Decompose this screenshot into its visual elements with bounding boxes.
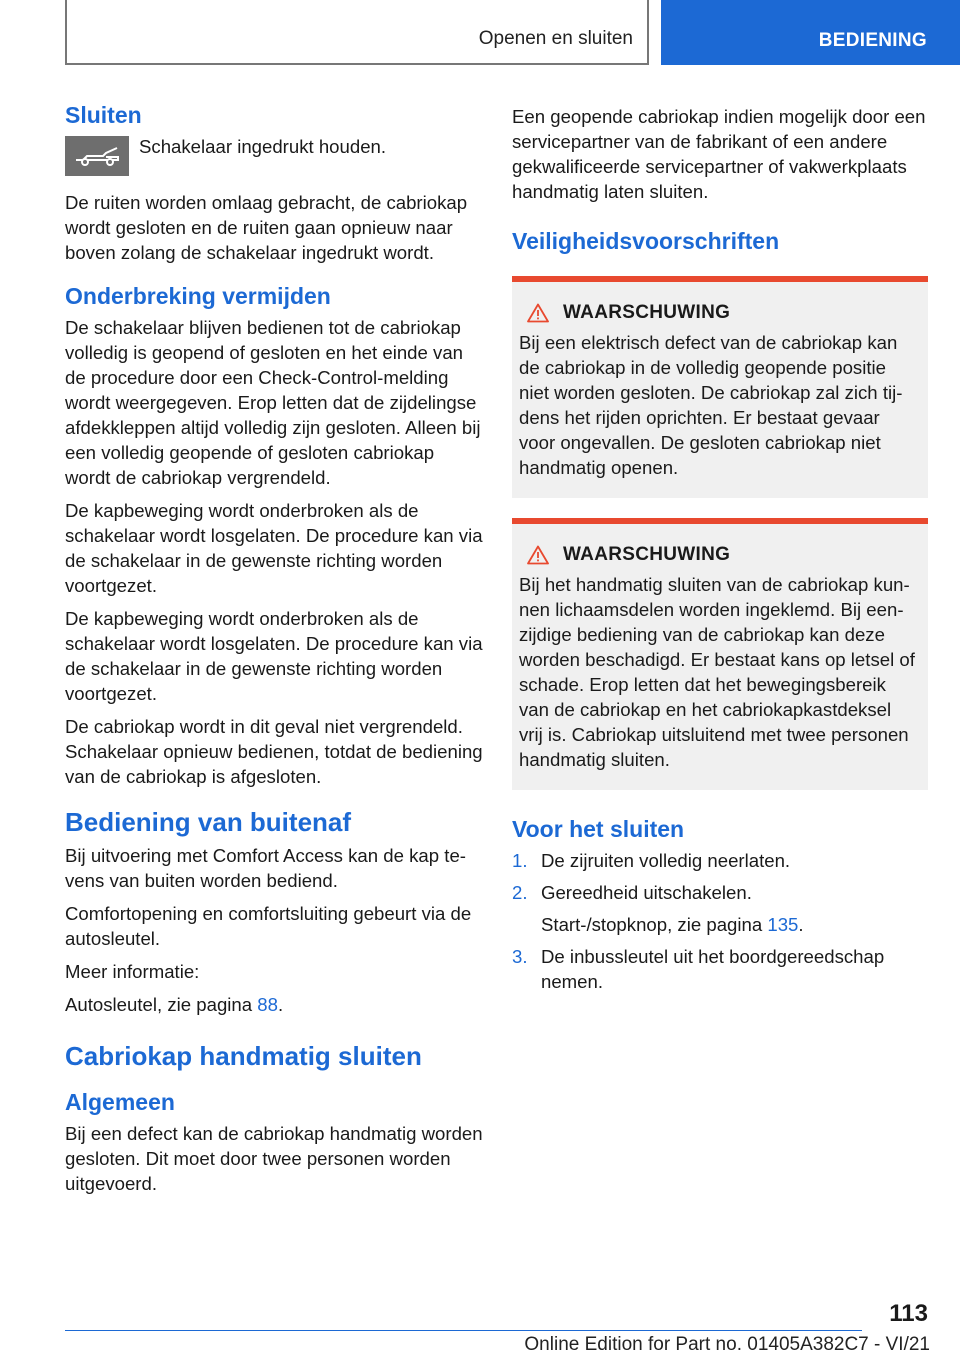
onderbreking-p4: De cabriokap wordt in dit geval niet vergrendeld. Schakelaar opnieuw bedienen, totdat de bediening van de cabriokap is afgesloten. bbox=[65, 716, 483, 787]
left-column bbox=[65, 100, 483, 1204]
heading-sluiten: Sluiten bbox=[65, 102, 142, 128]
chapter-tab[interactable] bbox=[661, 0, 960, 65]
list-item: 1. De zijruiten volledig neerlaten. bbox=[512, 850, 791, 871]
heading-onderbreking: Onderbreking vermijden bbox=[65, 283, 331, 309]
onderbreking-p2: De kapbeweging wordt onderbroken als de schakelaar wordt losgelaten. De procedure kan via de schakelaar in de gewenste richting worden voortgezet. bbox=[65, 500, 483, 596]
right-intro: Een geopende cabriokap indien mogelijk door een servicepartner van de fabrikant of een andere gekwalificeerde servicepartner of vakwerkplaats handmatig laten sluiten. bbox=[512, 106, 926, 202]
warning-text: Bij het handmatig sluiten van de cabriokap kunnen lichaamsdelen worden ingeklemd. Bij eenzijdige bediening van de cabriokap kan deze worden beschadigd. Er bestaat kans op letsel of schade. Erop letten dat het bewegingsbereik van de cabriokap en het cabriokapkastdeksel vrij is. Cabriokap uitsluitend met twee personen handmatig sluiten. bbox=[519, 574, 915, 770]
heading-voor-het-sluiten: Voor het sluiten bbox=[512, 816, 685, 842]
heading-buitenaf: Bediening van buitenaf bbox=[65, 807, 352, 837]
onderbreking-p1: De schakelaar blijven bedienen tot de cabriokap volledig is geopend of gesloten en het einde van de procedure door een Check-Control-melding wordt weergegeven. Erop letten dat de zijdelingse afdekkleppen altijd volledig zijn gesloten. Alleen bij een volledig geopende of gesloten cabriokap wordt de cabriokap vergrendeld. bbox=[65, 317, 481, 488]
step-2-reference: Start-/stopknop, zie pagina 135. bbox=[541, 914, 804, 935]
warning-box-1 bbox=[512, 276, 928, 498]
chapter-title: BEDIENING bbox=[818, 30, 927, 51]
warning-title: WAARSCHUWING bbox=[563, 544, 731, 565]
warning-triangle-icon bbox=[527, 545, 549, 565]
buitenaf-p3: Meer informatie: bbox=[65, 961, 200, 982]
page-link-88[interactable]: 88 bbox=[257, 994, 278, 1015]
right-column bbox=[512, 100, 928, 1001]
icon-instruction bbox=[65, 134, 483, 176]
section-title: Openen en sluiten bbox=[478, 28, 633, 49]
list-item: 3. De inbussleutel uit het boordgereedschap nemen. bbox=[512, 946, 885, 992]
warning-box-2 bbox=[512, 518, 928, 790]
buitenaf-ref: Autosleutel, zie pagina 88. bbox=[65, 994, 284, 1015]
warning-triangle-icon bbox=[527, 303, 549, 323]
footer-divider bbox=[65, 1330, 862, 1331]
sluiten-body: De ruiten worden omlaag gebracht, de cabriokap wordt gesloten en de ruiten gaan opnieuw naar boven zolang de schakelaar ingedrukt wordt. bbox=[65, 192, 468, 263]
steps-list bbox=[512, 848, 928, 994]
warning-text: Bij een elektrisch defect van de cabriokap kan de cabriokap in de volledig geopende positie niet worden gesloten. De cabriokap zal zich tijdens het rijden oprichten. Er bestaat gevaar voor ongevallen. De gesloten cabriokap niet handmatig openen. bbox=[519, 332, 903, 478]
algemeen-body: Bij een defect kan de cabriokap handmatig worden gesloten. Dit moet door twee personen worden uitgevoerd. bbox=[65, 1123, 483, 1194]
section-title-tab bbox=[65, 0, 649, 65]
heading-handmatig: Cabriokap handmatig sluiten bbox=[65, 1041, 422, 1071]
convertible-roof-icon bbox=[65, 136, 129, 176]
heading-algemeen: Algemeen bbox=[65, 1089, 175, 1115]
page-number: 113 bbox=[889, 1300, 928, 1327]
icon-instruction-text: Schakelaar ingedrukt houden. bbox=[139, 136, 387, 157]
buitenaf-p1: Bij uitvoering met Comfort Access kan de kap tevens van buiten worden bediend. bbox=[65, 845, 466, 891]
buitenaf-p2: Comfortopening en comfortsluiting gebeurt via de autosleutel. bbox=[65, 903, 472, 949]
onderbreking-p3: De kapbeweging wordt onderbroken als de schakelaar wordt losgelaten. De procedure kan via de schakelaar in de gewenste richting worden voortgezet. bbox=[65, 608, 483, 704]
footer-edition: Online Edition for Part no. 01405A382C7 - VI/21 bbox=[524, 1334, 930, 1355]
list-item: 2. Gereedheid uitschakelen. bbox=[512, 882, 752, 903]
warning-title: WAARSCHUWING bbox=[563, 302, 731, 323]
heading-veiligheid: Veiligheidsvoorschriften bbox=[512, 228, 780, 254]
page-link-135[interactable]: 135 bbox=[767, 914, 799, 935]
